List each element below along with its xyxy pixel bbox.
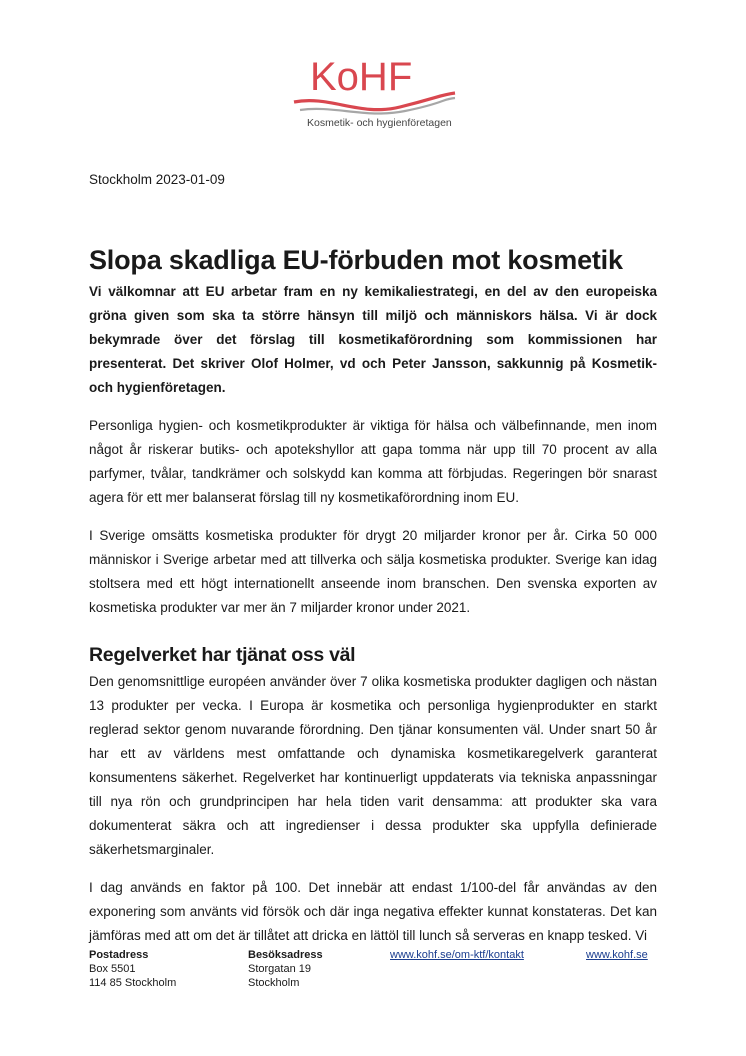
footer-contact <box>390 948 524 962</box>
article-title: Slopa skadliga EU-förbuden mot kosmetik <box>89 245 623 275</box>
postal-address-label: Postadress <box>89 949 149 961</box>
visit-address-line-1: Storgatan 19 <box>248 963 311 975</box>
paragraph-1: Personliga hygien- och kosmetikprodukter är viktiga för hälsa och välbefinnande, men inom något år riskerar butiks- och apotekshyllor att gapa tomma när upp till 70 procent av alla parfymer, tvålar, tandkrämer och solskydd kan komma att förbjudas. Regeringen bör snarast agera för ett mer balanserat förslag till ny kosmetikaförordning inom EU. <box>89 418 657 505</box>
subheading: Regelverket har tjänat oss väl <box>89 644 356 666</box>
paragraph-4: I dag används en faktor på 100. Det innebär att endast 1/100-del får användas av den exponering som använts vid försök och där inga negativa effekter kunnat konstateras. Det kan jämföras med att om det är tillåtet att dricka en lättöl till lunch så serveras en knapp tesked. Vi <box>89 880 657 943</box>
paragraph-2: I Sverige omsätts kosmetiska produkter för drygt 20 miljarder kronor per år. Cirka 50 000 människor i Sverige arbetar med att tillverka och sälja kosmetiska produkter. Sverige kan idag stoltsera med ett högt internationellt anseende inom branschen. Den svenska exporten av kosmetiska produkter var mer än 7 miljarder kronor under 2021. <box>89 528 657 615</box>
footer-home <box>586 948 648 962</box>
visit-address-label: Besöksadress <box>248 949 323 961</box>
paragraph-3: Den genomsnittlige européen använder över 7 olika kosmetiska produkter dagligen och nästan 13 produkter per vecka. I Europa är kosmetika och personliga hygienprodukter en starkt reglerad sektor genom nuvarande förordning. Den tjänar konsumenten väl. Under snart 50 år har ett av världens mest omfattande och dynamiska kosmetikaregelverk garanterat konsumentens säkerhet. Regelverket har kontinuerligt uppdaterats via tekniska anpassningar till nya rön och grundprincipen har hela tiden varit densamma: att produkter ska vara dokumenterat säkra och att ingredienser i dessa produkter ska uppfylla definierade säkerhetsmarginaler. <box>89 674 657 857</box>
article-lead: Vi välkomnar att EU arbetar fram en ny kemikaliestrategi, en del av den europeiska gröna given som ska ta större hänsyn till miljö och människors hälsa. Vi är dock bekymrade över det förslag till kosmetikaförordning som kommissionen har presenterat. Det skriver Olof Holmer, vd och Peter Jansson, sakkunnig på Kosmetik- och hygienföretagen. <box>89 284 657 395</box>
home-link[interactable]: www.kohf.se <box>586 949 648 961</box>
article <box>89 172 657 948</box>
contact-link[interactable]: www.kohf.se/om-ktf/kontakt <box>390 949 524 961</box>
footer-visit-address <box>248 948 323 990</box>
visit-address-line-2: Stockholm <box>248 977 300 989</box>
footer-postal-address <box>89 948 176 990</box>
postal-address-line-1: Box 5501 <box>89 963 136 975</box>
date-line: Stockholm 2023-01-09 <box>89 172 225 187</box>
kohf-logo-mark <box>290 55 460 117</box>
postal-address-line-2: 114 85 Stockholm <box>89 977 177 989</box>
kohf-logo <box>290 55 460 135</box>
logo-tagline: Kosmetik- och hygienföretagen <box>307 117 452 129</box>
logo-wordmark: KoHF <box>310 55 413 99</box>
